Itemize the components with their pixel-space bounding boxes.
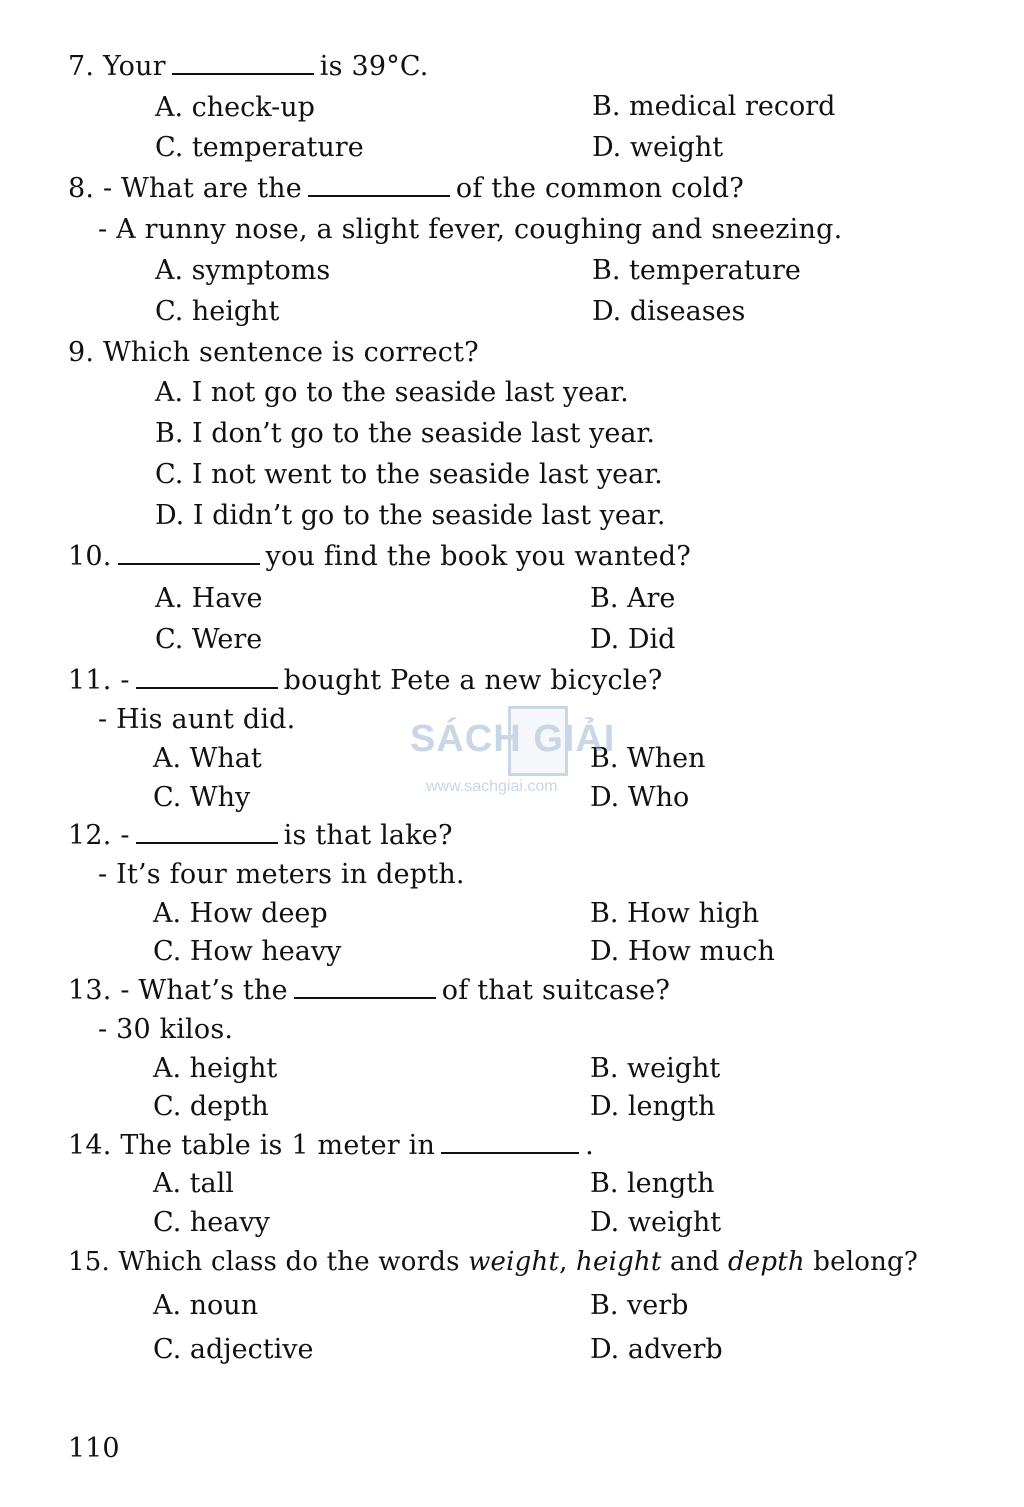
option-c: C. height (155, 296, 280, 327)
option-c: C. heavy (153, 1207, 270, 1238)
option-a: A. What (153, 743, 262, 774)
question-10 (68, 540, 691, 574)
question-text: and (661, 1247, 728, 1277)
question-text: you find the book you wanted? (265, 541, 691, 572)
answer-blank (308, 175, 450, 197)
question-text: , (559, 1247, 577, 1277)
option-d: D. weight (592, 132, 724, 163)
question-text: 13. - What’s the (68, 975, 288, 1006)
option-d: D. adverb (590, 1334, 723, 1365)
question-text: is that lake? (283, 820, 453, 851)
page-number: 110 (68, 1433, 120, 1464)
question-12 (68, 819, 453, 853)
option-b: B. How high (590, 898, 760, 929)
question-7 (68, 50, 429, 84)
option-b: B. weight (590, 1053, 721, 1084)
option-b: B. When (590, 743, 706, 774)
option-a: A. tall (153, 1168, 234, 1199)
watermark-title: SÁCH GIẢI (410, 718, 616, 760)
question-text: 10. (68, 541, 112, 572)
question-13 (68, 974, 670, 1008)
option-c: C. adjective (153, 1334, 314, 1365)
option-a: A. height (153, 1053, 278, 1084)
answer-line: - His aunt did. (98, 704, 296, 735)
question-text: bought Pete a new bicycle? (283, 665, 663, 696)
option-d: D. diseases (592, 296, 746, 327)
option-b: B. medical record (592, 91, 836, 122)
option-b: B. verb (590, 1290, 689, 1321)
answer-line: - A runny nose, a slight fever, coughing and sneezing. (98, 214, 843, 245)
option-a: A. How deep (153, 898, 328, 929)
option-a: A. I not go to the seaside last year. (155, 377, 629, 408)
question-text: . (585, 1130, 594, 1161)
option-b: B. Are (590, 583, 676, 614)
answer-blank (172, 53, 314, 75)
question-9: 9. Which sentence is correct? (68, 337, 479, 368)
option-a: A. check-up (155, 92, 315, 123)
italic-word: height (576, 1247, 662, 1277)
question-text: 15. Which class do the words (68, 1247, 469, 1277)
answer-blank (441, 1132, 579, 1154)
option-d: D. How much (590, 936, 775, 967)
watermark-box (508, 706, 568, 776)
question-11 (68, 664, 662, 698)
question-text: 12. - (68, 820, 130, 851)
question-text: 8. - What are the (68, 173, 302, 204)
option-d: D. Who (590, 782, 690, 813)
question-text: 7. Your (68, 51, 166, 82)
question-text: 14. The table is 1 meter in (68, 1130, 436, 1161)
answer-blank (118, 543, 260, 565)
option-a: A. symptoms (155, 255, 331, 286)
option-b: B. I don’t go to the seaside last year. (155, 418, 655, 449)
option-a: A. Have (155, 583, 263, 614)
answer-blank (136, 667, 278, 689)
option-d: D. length (590, 1091, 716, 1122)
answer-blank (294, 977, 436, 999)
italic-word: weight (468, 1247, 560, 1277)
answer-blank (136, 822, 278, 844)
answer-line: - 30 kilos. (98, 1014, 234, 1045)
question-text: belong? (804, 1247, 919, 1277)
option-c: C. temperature (155, 132, 364, 163)
option-c: C. depth (153, 1091, 269, 1122)
question-text: of the common cold? (455, 173, 744, 204)
question-text: 11. - (68, 665, 130, 696)
question-8 (68, 172, 744, 206)
option-c: C. I not went to the seaside last year. (155, 459, 663, 490)
option-b: B. temperature (592, 255, 801, 286)
question-14 (68, 1129, 594, 1163)
option-d: D. Did (590, 624, 676, 655)
option-d: D. weight (590, 1207, 722, 1238)
question-text: is 39°C. (319, 51, 429, 82)
option-c: C. Why (153, 782, 251, 813)
question-15 (68, 1245, 918, 1279)
italic-word: depth (727, 1247, 805, 1277)
option-a: A. noun (153, 1290, 259, 1321)
question-text: of that suitcase? (441, 975, 671, 1006)
watermark-url: www.sachgiai.com (426, 778, 558, 795)
option-c: C. How heavy (153, 936, 342, 967)
answer-line: - It’s four meters in depth. (98, 859, 465, 890)
option-b: B. length (590, 1168, 715, 1199)
option-c: C. Were (155, 624, 263, 655)
option-d: D. I didn’t go to the seaside last year. (155, 500, 666, 531)
